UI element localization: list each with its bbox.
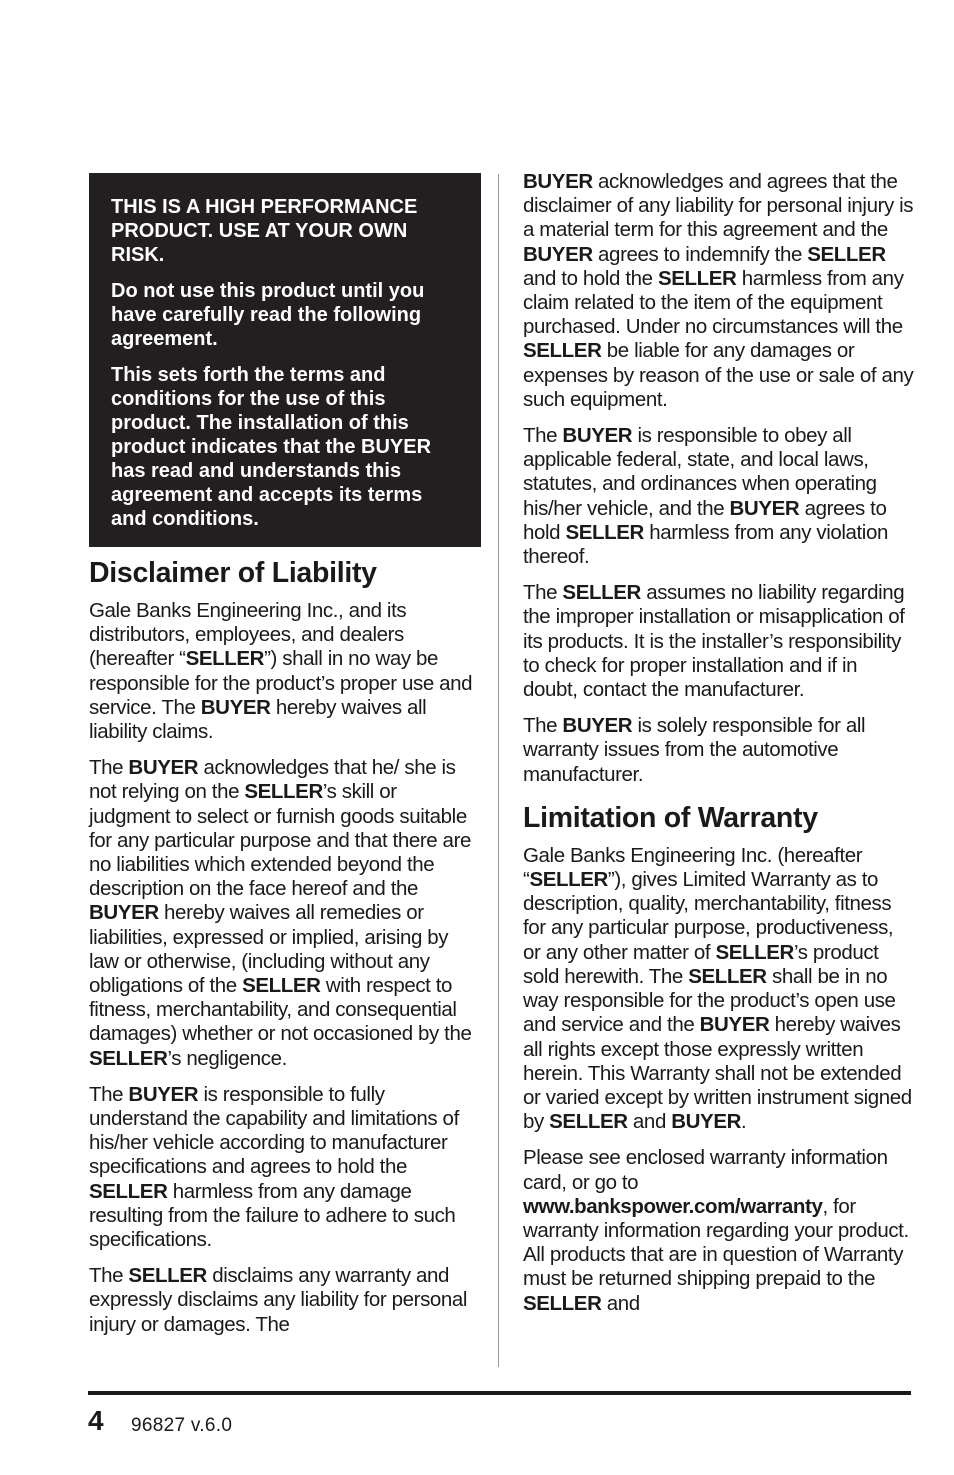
disclaimer-paragraph-3: The BUYER is responsible to fully understand the capability and limitations of his/her vehicle according to manufacturer specifications and agrees to hold the SELLER harmless from any damage resulting from the failure to adhere to such specifications. [89,1082,459,1252]
disclaimer-paragraph-6: The BUYER is responsible to obey all applicable federal, state, and local laws, statutes, and ordinances when operating his/her vehicle, and the BUYER agrees to hold SELLER harmless from any violation thereof. [523,424,888,569]
warranty-paragraph-1: Gale Banks Engineering Inc. (hereafter “SELLER”), gives Limited Warranty as to description, quality, merchantability, fitness for any particular purpose, productiveness, or any other matter of SELLER’s product sold herewith. The SELLER shall be in no way responsible for the product’s open use and service and the BUYER hereby waives all rights except those expressly written herein. This Warranty shall not be extended or varied except by written instrument signed by SELLER and BUYER. [523,843,912,1134]
disclaimer-paragraph-4: The SELLER disclaims any warranty and expressly disclaims any liability for personal injury or damages. The [89,1264,468,1336]
footer-rule [88,1391,911,1395]
warning-line-3: This sets forth the terms and conditions for the use of this product. The installation of this product indicates that the BUYER has read and understands this agreement and accepts its terms and conditions. [111,364,432,530]
warranty-heading: Limitation of Warranty [523,801,818,834]
column-divider [498,174,499,1367]
warning-line-2: Do not use this product until you have carefully read the following agreement. [111,280,425,350]
page-number: 4 [88,1405,104,1436]
right-column [523,170,915,1328]
disclaimer-paragraph-5: BUYER acknowledges and agrees that the disclaimer of any liability for personal injury is a material term for this agreement and the BUYER agrees to indemnify the SELLER and to hold the SELLER harmless from any claim related to the item of the equipment purchased. Under no circumstances will the SELLER be liable for any damages or expenses by reason of the use or sale of any such equipment. [523,170,914,411]
disclaimer-paragraph-8: The BUYER is solely responsible for all warranty issues from the automotive manufacturer. [523,714,866,786]
warning-line-1: THIS IS A HIGH PERFORMANCE PRODUCT. USE AT YOUR OWN RISK. [111,196,418,266]
disclaimer-paragraph-7: The SELLER assumes no liability regarding the improper installation or misapplication of its products. It is the installer’s responsibility to check for proper installation and if in doubt, contact the manufacturer. [523,581,905,702]
warning-box [89,173,481,547]
warranty-link[interactable]: www.bankspower.com/warranty [523,1194,823,1218]
disclaimer-paragraph-2: The BUYER acknowledges that he/ she is not relying on the SELLER’s skill or judgment to select or furnish goods suitable for any particular purpose and that there are no liabilities which extended beyond the description on the face hereof and the BUYER hereby waives all remedies or liabilities, expressed or implied, arising by law or otherwise, (including without any obligations of the SELLER with respect to fitness, merchantability, and consequential damages) whether or not occasioned by the SELLER’s negligence. [89,756,472,1070]
document-id: 96827 v.6.0 [131,1415,233,1436]
disclaimer-heading: Disclaimer of Liability [89,557,377,589]
disclaimer-paragraph-1: Gale Banks Engineering Inc., and its distributors, employees, and dealers (hereafter “SELLER”) shall in no way be responsible for the product’s proper use and service. The BUYER hereby waives all liability claims. [89,599,473,744]
left-column [89,170,481,1349]
warranty-paragraph-2: Please see enclosed warranty information card, or go to www.bankspower.com/warranty, for warranty information regarding your product. All products that are in question of Warranty must be returned shipping prepaid to the SELLER and [523,1146,909,1315]
